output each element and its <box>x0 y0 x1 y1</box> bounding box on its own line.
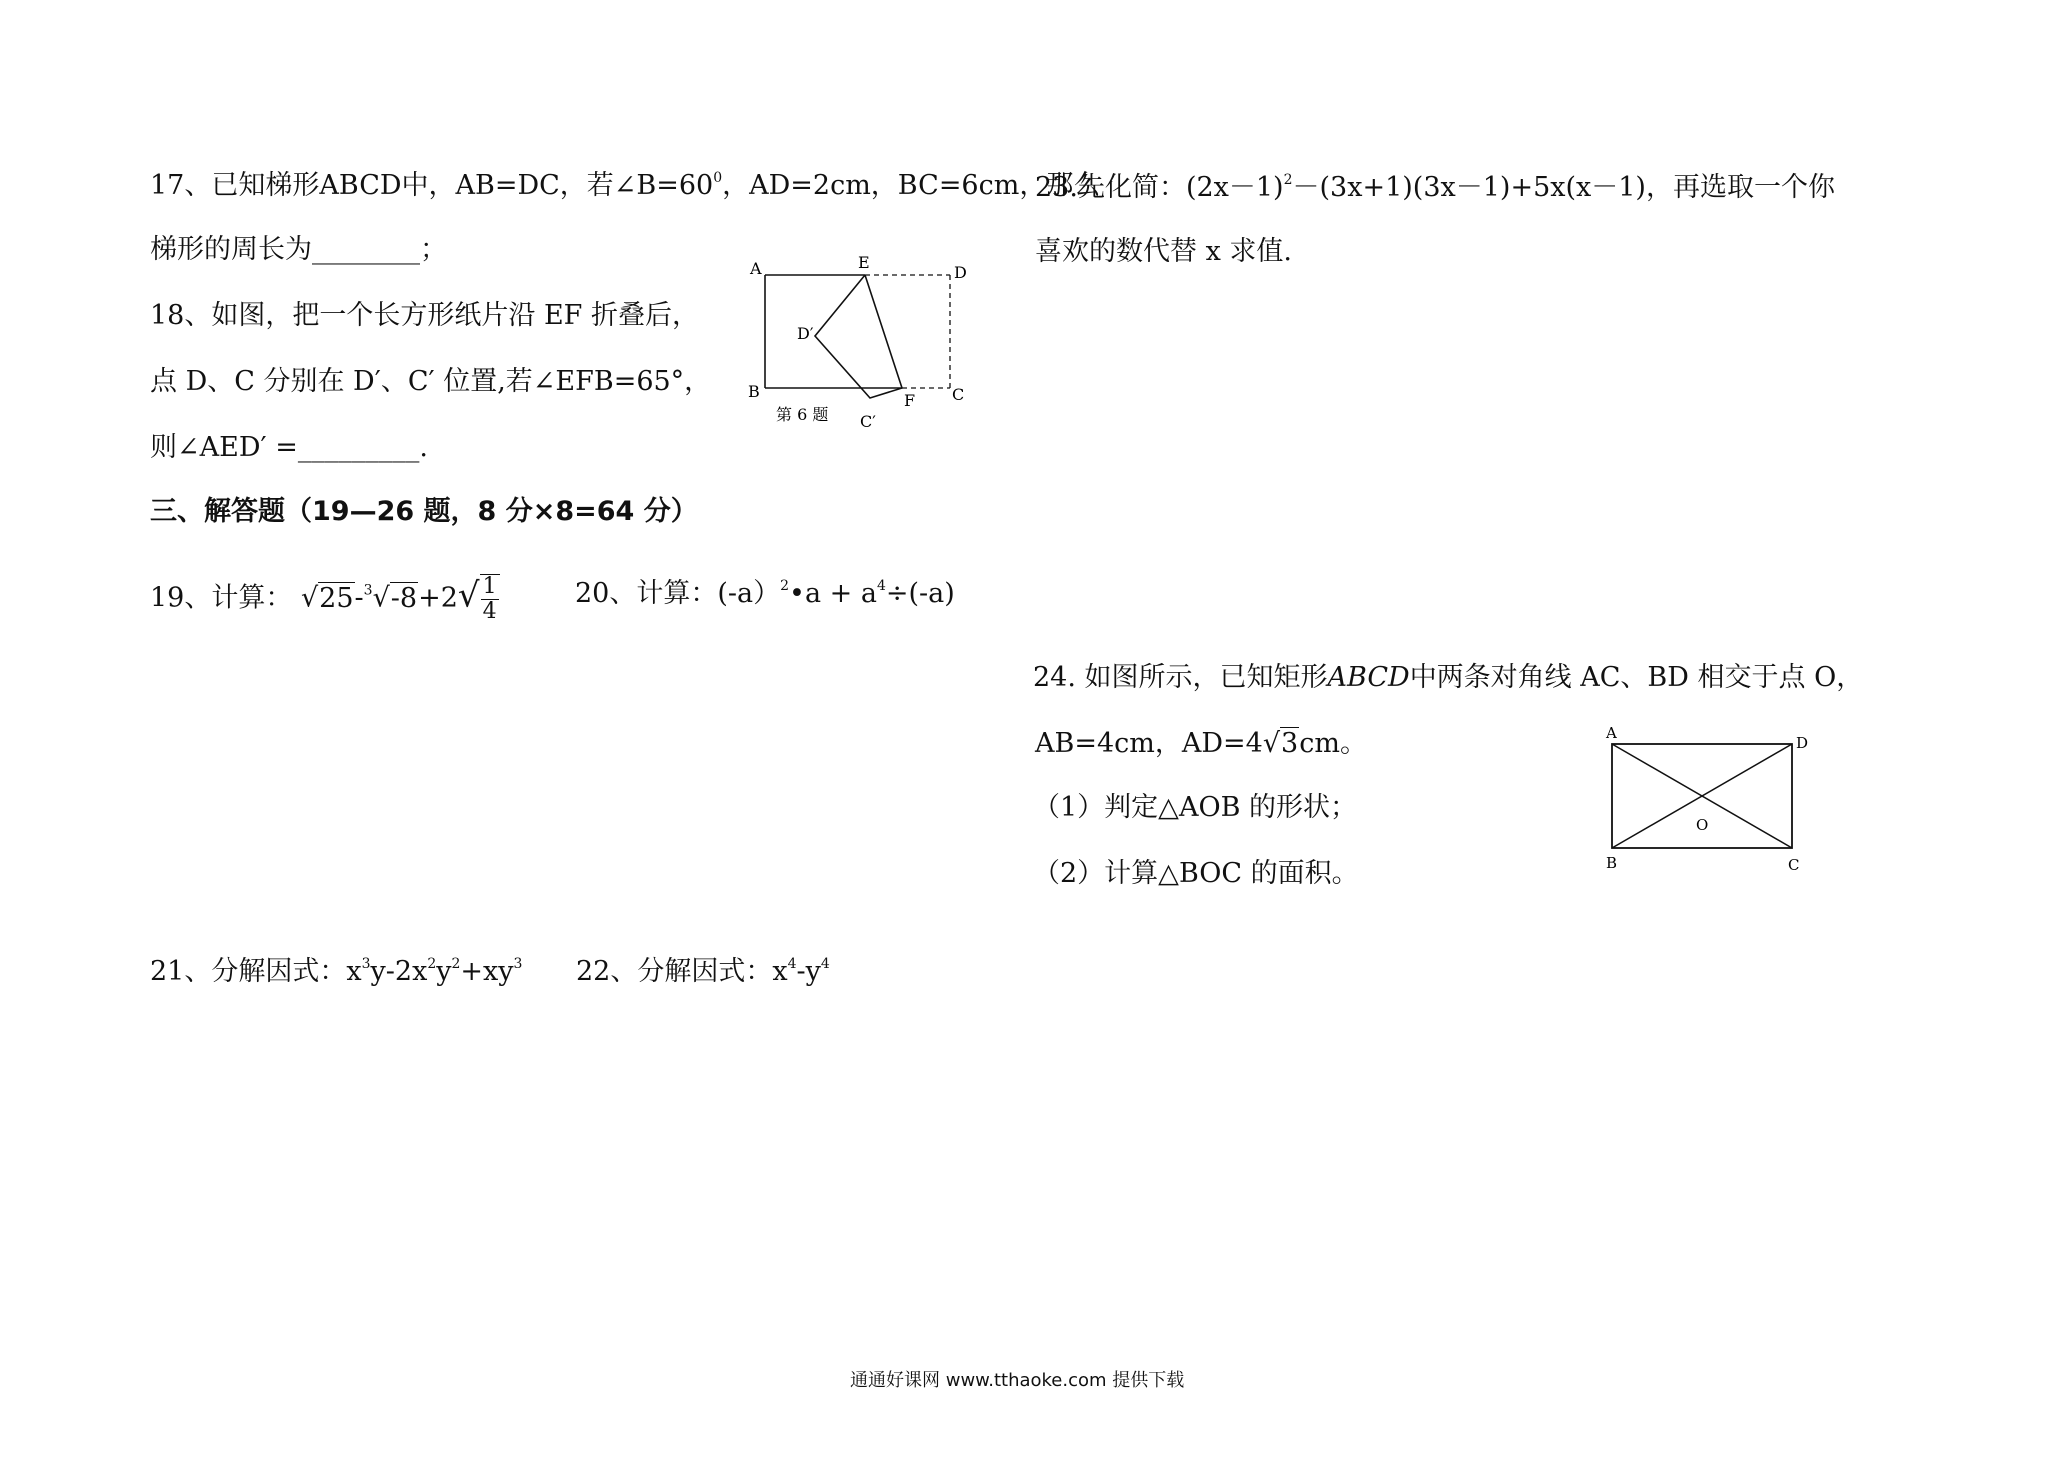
label-f: F <box>904 391 916 410</box>
q22-term1: -y <box>796 956 821 987</box>
q20-middle: •a + a <box>789 578 877 609</box>
q17-text-b: ，AD=2cm，BC=6cm，那么 <box>722 170 1101 201</box>
section-3-title: 三、解答题（19—26 题，8 分×8=64 分） <box>150 496 698 527</box>
label-d: D <box>1796 734 1809 752</box>
q24-rect-name: ABCD <box>1327 662 1410 693</box>
q19-prefix: 19、计算： <box>150 582 293 614</box>
label-c: C <box>1788 856 1800 874</box>
sqrt-3-radicand: 3 <box>1281 728 1299 759</box>
q20-sup1: 2 <box>780 578 790 594</box>
q20-sup2: 4 <box>876 578 886 594</box>
q21-sup3: 2 <box>451 956 461 972</box>
rectangle-diagonals-figure <box>1590 720 1830 880</box>
q21-sup4: 3 <box>513 956 523 972</box>
q21-sup2: 2 <box>427 956 437 972</box>
sqrt-25-radicand: 25 <box>319 582 354 614</box>
fraction-one-quarter <box>480 574 500 624</box>
q24-line1 <box>1033 658 1863 698</box>
label-o: O <box>1696 816 1709 834</box>
label-e: E <box>858 253 870 272</box>
label-d: D <box>954 263 967 282</box>
q24-part1: （1）判定△AOB 的形状； <box>1033 792 1357 823</box>
folded-flap <box>815 275 902 398</box>
q24-text-a: 24. 如图所示，已知矩形 <box>1033 662 1328 693</box>
q24-part2: （2）计算△BOC 的面积。 <box>1033 858 1359 889</box>
q22-prefix: 22、分解因式：x <box>576 956 788 987</box>
q23-line1 <box>1035 168 1835 208</box>
cube-root-index: 3 <box>363 582 373 599</box>
fold-rectangle-figure <box>740 250 970 435</box>
q18-line2: 点 D、C 分别在 D′、C′ 位置,若∠EFB=65°， <box>150 366 712 397</box>
frac-num: 1 <box>482 574 497 599</box>
q17-line1 <box>150 166 1100 206</box>
q21 <box>150 952 522 992</box>
q17-degree-sup: 0 <box>713 170 723 186</box>
q23-line2: 喜欢的数代替 x 求值. <box>1035 236 1292 267</box>
q21-term2: y <box>436 956 452 987</box>
figure-caption: 第 6 题 <box>776 405 829 424</box>
label-a: A <box>750 259 762 278</box>
q21-term1: y-2x <box>370 956 428 987</box>
q21-sup1: 3 <box>361 956 371 972</box>
q24-text-b: 中两条对角线 AC、BD 相交于点 O， <box>1409 662 1864 693</box>
q24-ab-ad: AB=4cm，AD=4 <box>1035 728 1263 759</box>
q18-line1: 18、如图，把一个长方形纸片沿 EF 折叠后， <box>150 300 699 331</box>
label-c-prime: C′ <box>860 412 876 431</box>
cbrt-radicand: -8 <box>390 582 418 614</box>
label-c: C <box>952 385 965 404</box>
q22 <box>576 952 830 992</box>
q22-sup2: 4 <box>820 956 830 972</box>
q20-prefix: 20、计算：(-a） <box>575 578 781 609</box>
sqrt-frac-sign: √ <box>457 575 480 616</box>
q20 <box>575 574 955 614</box>
frac-den: 4 <box>482 599 497 624</box>
q18-line3: 则∠AED′ =_________. <box>150 432 428 463</box>
q20-suffix: ÷(-a) <box>885 578 955 609</box>
q19-coef: +2 <box>418 582 458 614</box>
q22-sup1: 4 <box>787 956 797 972</box>
q19: 19、计算： √25-$^3$√-8+2√ $\frac{1}{4}$ <box>150 574 500 624</box>
q23-square-sup: 2 <box>1283 172 1293 188</box>
sqrt-25: √25 <box>300 582 354 614</box>
q17-text-a: 17、已知梯形ABCD中，AB=DC，若∠B=60 <box>150 170 714 201</box>
label-b: B <box>748 382 760 401</box>
page-footer: 通通好课网 www.tthaoke.com 提供下载 <box>850 1370 1185 1391</box>
label-d-prime: D′ <box>797 324 814 343</box>
q23-text-b: －(3x+1)(3x－1)+5x(x－1)，再选取一个你 <box>1292 172 1835 203</box>
q23-text-a: 23.先化简：(2x－1) <box>1035 172 1284 203</box>
q21-term3: +xy <box>460 956 514 987</box>
q17-line2: 梯形的周长为________； <box>150 234 447 265</box>
label-b: B <box>1606 854 1618 872</box>
q24-line2: AB=4cm，AD=4√3cm。 <box>1035 728 1367 759</box>
q24-unit: cm。 <box>1299 728 1367 759</box>
label-a: A <box>1606 724 1617 742</box>
q19-minus: - <box>354 582 364 614</box>
q21-prefix: 21、分解因式：x <box>150 956 362 987</box>
